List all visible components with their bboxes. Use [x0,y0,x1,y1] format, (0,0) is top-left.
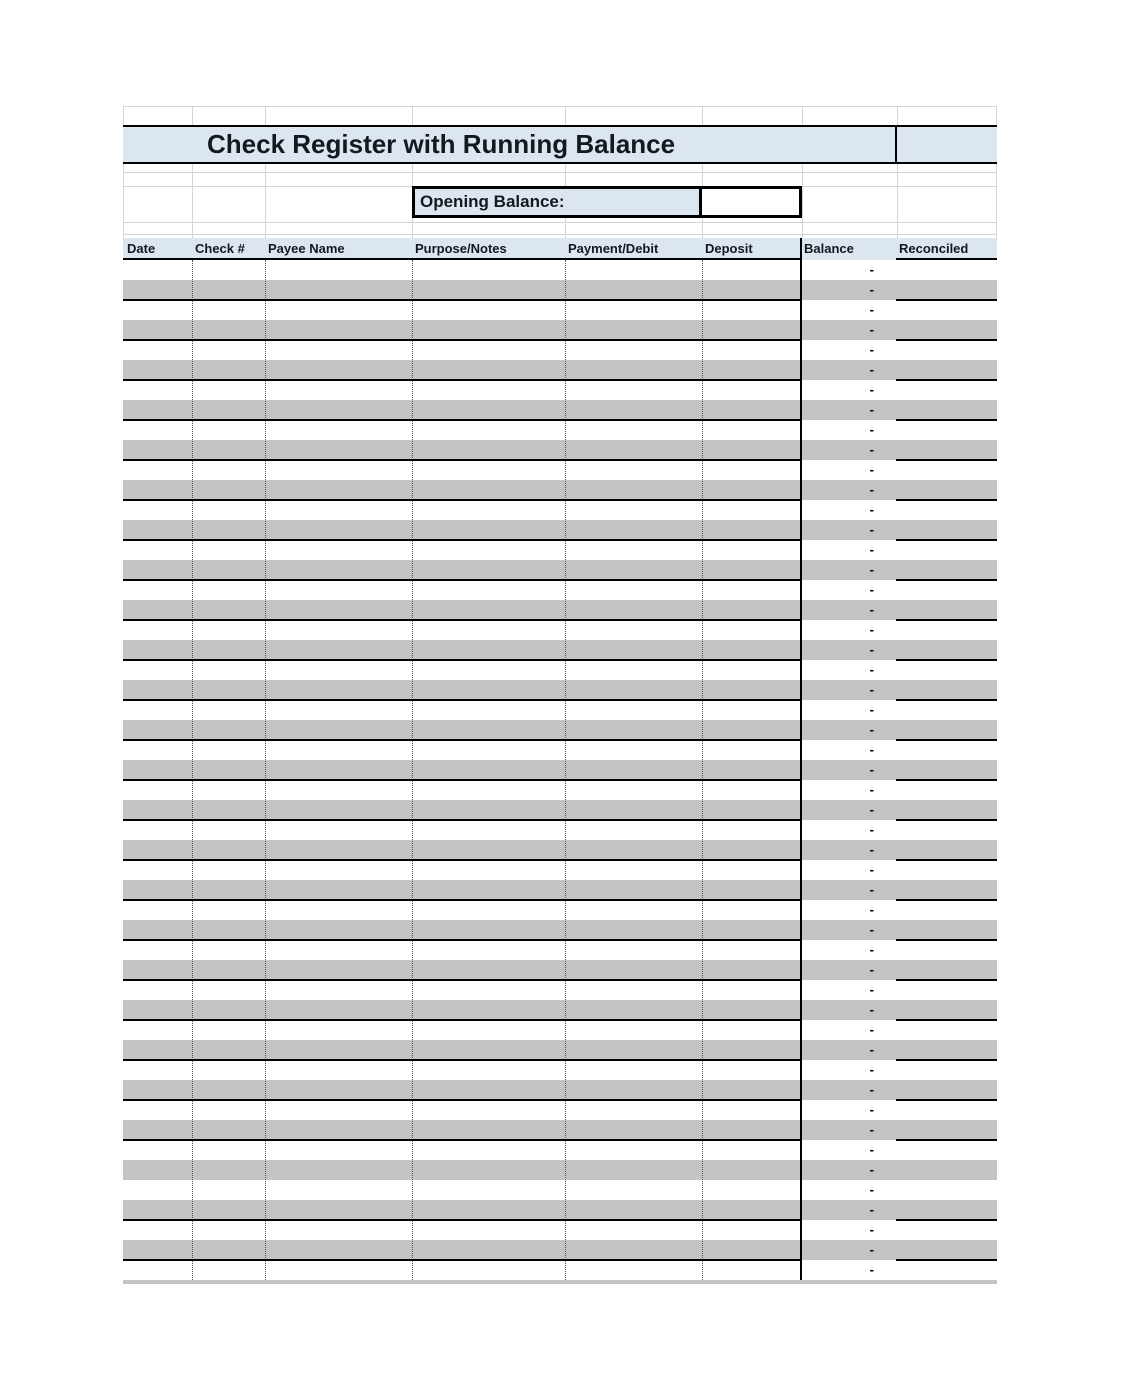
balance-dash: - [869,282,874,297]
balance-dash: - [869,762,874,777]
table-row[interactable] [123,480,997,500]
row-divider [896,539,997,541]
table-row[interactable] [123,1200,997,1220]
balance-dash: - [869,382,874,397]
table-row[interactable] [123,440,997,460]
table-row[interactable] [123,300,997,320]
balance-dash: - [869,442,874,457]
table-row[interactable] [123,700,997,720]
row-divider [896,1219,997,1221]
title-divider-line [895,125,897,164]
balance-dash: - [869,1182,874,1197]
column-separator [192,260,193,1280]
row-divider [896,699,997,701]
row-divider [123,899,801,901]
balance-dash: - [869,482,874,497]
table-row[interactable] [123,580,997,600]
table-row[interactable] [123,680,997,700]
faint-gridline [123,172,997,173]
table-row[interactable] [123,1100,997,1120]
partial-row [123,1280,997,1284]
balance-dash: - [869,902,874,917]
balance-dash: - [869,302,874,317]
table-row[interactable] [123,1080,997,1100]
row-divider [123,979,801,981]
balance-dash: - [869,362,874,377]
row-divider [896,459,997,461]
row-divider [123,1099,801,1101]
row-divider [896,619,997,621]
balance-dash: - [869,1242,874,1257]
row-divider [896,659,997,661]
column-separator [265,260,266,1280]
row-divider [896,419,997,421]
table-row[interactable] [123,600,997,620]
row-divider [123,859,801,861]
table-row[interactable] [123,780,997,800]
row-divider [123,539,801,541]
row-divider [123,419,801,421]
balance-dash: - [869,1102,874,1117]
balance-dash: - [869,1142,874,1157]
balance-dash: - [869,702,874,717]
balance-dash: - [869,622,874,637]
column-separator [702,260,703,1280]
table-row[interactable] [123,280,997,300]
table-row[interactable] [123,720,997,740]
row-divider [896,579,997,581]
row-divider [896,939,997,941]
balance-dash: - [869,882,874,897]
row-divider [123,739,801,741]
row-divider [123,1219,801,1221]
row-divider [123,339,801,341]
row-divider [123,1139,801,1141]
table-row[interactable] [123,520,997,540]
row-divider [123,659,801,661]
table-row[interactable] [123,1000,997,1020]
row-divider [896,1099,997,1101]
row-divider [123,579,801,581]
table-row[interactable] [123,920,997,940]
row-divider [123,379,801,381]
table-row[interactable] [123,320,997,340]
balance-dash: - [869,682,874,697]
table-row[interactable] [123,620,997,640]
table-row[interactable] [123,400,997,420]
table-row[interactable] [123,860,997,880]
table-row[interactable] [123,260,997,280]
faint-gridline [123,234,997,235]
row-divider [896,819,997,821]
opening-balance-input[interactable] [699,189,799,215]
balance-dash: - [869,722,874,737]
row-divider [123,619,801,621]
column-header-reconciled: Reconciled [899,241,969,256]
balance-dash: - [869,742,874,757]
table-row[interactable] [123,980,997,1000]
row-divider [123,779,801,781]
balance-dash: - [869,862,874,877]
table-row[interactable] [123,640,997,660]
balance-dash: - [869,822,874,837]
row-divider [123,699,801,701]
row-divider [896,1259,997,1261]
table-header-row [123,238,997,260]
row-divider [896,739,997,741]
balance-dash: - [869,1022,874,1037]
balance-dash: - [869,1162,874,1177]
balance-dash: - [869,1082,874,1097]
balance-dash: - [869,582,874,597]
balance-dash: - [869,802,874,817]
row-divider [123,1259,801,1261]
table-row[interactable] [123,540,997,560]
table-row[interactable] [123,1180,997,1200]
page-title: Check Register with Running Balance [207,129,676,159]
faint-gridline [123,222,997,223]
balance-dash: - [869,542,874,557]
table-row[interactable] [123,940,997,960]
balance-dash: - [869,1122,874,1137]
balance-dash: - [869,962,874,977]
table-row[interactable] [123,1240,997,1260]
table-row[interactable] [123,360,997,380]
table-row[interactable] [123,340,997,360]
balance-dash: - [869,462,874,477]
table-row[interactable] [123,1120,997,1140]
balance-dash: - [869,602,874,617]
balance-dash: - [869,662,874,677]
row-divider [896,379,997,381]
row-divider [123,819,801,821]
table-row[interactable] [123,1020,997,1040]
table-row[interactable] [123,820,997,840]
balance-dash: - [869,322,874,337]
row-divider [123,459,801,461]
row-divider [896,339,997,341]
row-divider [896,979,997,981]
row-divider [896,1139,997,1141]
balance-column-left-border [800,238,802,1280]
balance-dash: - [869,1222,874,1237]
row-divider [896,899,997,901]
table-row[interactable] [123,1260,997,1280]
row-divider [123,499,801,501]
table-row[interactable] [123,500,997,520]
table-row[interactable] [123,760,997,780]
faint-gridline [123,106,997,107]
opening-balance-box [412,186,802,218]
balance-dash: - [869,562,874,577]
balance-dash: - [869,1202,874,1217]
balance-dash: - [869,1002,874,1017]
row-divider [896,499,997,501]
row-divider [123,1059,801,1061]
row-divider [896,779,997,781]
row-divider [896,1059,997,1061]
opening-balance-label: Opening Balance: [415,189,699,215]
balance-dash: - [869,1042,874,1057]
balance-dash: - [869,1262,874,1277]
table-row[interactable] [123,1060,997,1080]
table-row[interactable] [123,1040,997,1060]
balance-dash: - [869,642,874,657]
row-divider [123,299,801,301]
table-row[interactable] [123,420,997,440]
balance-dash: - [869,422,874,437]
table-row[interactable] [123,900,997,920]
column-separator [565,260,566,1280]
row-divider [123,1019,801,1021]
column-separator [412,260,413,1280]
table-row[interactable] [123,460,997,480]
table-row[interactable] [123,560,997,580]
balance-dash: - [869,262,874,277]
column-header-balance: Balance [804,241,854,256]
title-bar [123,125,997,164]
balance-dash: - [869,1062,874,1077]
balance-dash: - [869,522,874,537]
table-row[interactable] [123,1160,997,1180]
column-header-payment-debit: Payment/Debit [568,241,659,256]
balance-dash: - [869,922,874,937]
balance-dash: - [869,982,874,997]
row-divider [123,939,801,941]
row-divider [896,299,997,301]
balance-dash: - [869,502,874,517]
column-header-date: Date [127,241,156,256]
column-header-deposit: Deposit [705,241,753,256]
table-row[interactable] [123,800,997,820]
column-header-check-number: Check # [195,241,245,256]
row-divider [896,1019,997,1021]
column-header-payee-name: Payee Name [268,241,345,256]
table-row[interactable] [123,660,997,680]
table-row[interactable] [123,740,997,760]
table-row[interactable] [123,880,997,900]
table-row[interactable] [123,1140,997,1160]
table-row[interactable] [123,380,997,400]
balance-dash: - [869,842,874,857]
column-header-purpose-notes: Purpose/Notes [415,241,507,256]
balance-dash: - [869,782,874,797]
balance-dash: - [869,942,874,957]
row-divider [896,859,997,861]
table-row[interactable] [123,1220,997,1240]
table-row[interactable] [123,840,997,860]
table-row[interactable] [123,960,997,980]
balance-dash: - [869,402,874,417]
balance-dash: - [869,342,874,357]
